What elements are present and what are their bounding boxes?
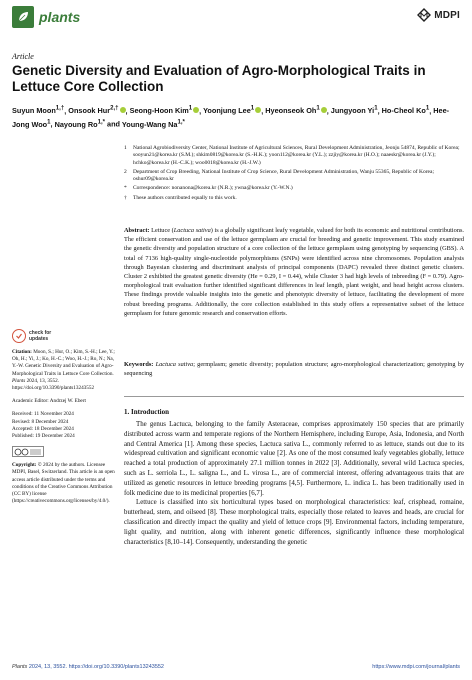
author[interactable]: Suyun Moon$^{1,\dagger}$ [12, 105, 65, 116]
orcid-icon[interactable] [120, 107, 126, 113]
abstract: Abstract: Lettuce (Lactuca sativa) is a globally significant leafy vegetable, valued for both its economic and nutritional contributions. The efficient conservation and use of the lettuce germplasm are crucial for breeding and genetic improvement. This study examined the genetic diversity and population structure of a core collection of the lettuce germplasm using genotyping by sequencing (GBS). A total of 7136 high-quality single-nucleotide polymorphisms (SNPs) were identified across nine chromosomes. Population analysis through Bayesian clustering and discriminant analysis of principal components (DAPC) revealed three distinct genetic clusters. Cluster 2 exhibited the greatest genetic diversity (He = 0.29, I = 0.44), while Cluster 3 had high levels of inbreeding (F = 0.79). Agro-morphological trait evaluation further identified significant differences in leaf length, plant weight, and head height across clusters. These findings provide valuable insights into the genetic and phenotypic diversity of lettuce, facilitating the development of more robust breeding programs. Additionally, the core collection established in this study offers a representative subset of the lettuce germplasm for future genomic research and conservation efforts. [124, 227, 465, 317]
orcid-icon[interactable] [321, 107, 327, 113]
citation-block: Citation: Moon, S.; Hur, O.; Kim, S.-H.; Lee, Y.; Oh, H.; Yi, J.; Ko, H.-C.; Woo, H.-J.; Ro, N.; Na, Y.-W. Genetic Diversity and Evaluation of Agro-Morphological Traits in Lettuce Core Collection. Plants 2024, 13, 3552. https://doi.org/10.3390/plants13243552 [12, 349, 115, 392]
author[interactable]: Hyeonseok Oh$^1$ [265, 106, 326, 115]
author[interactable]: Hee-Jong Woo$^1$ [12, 106, 450, 129]
author[interactable]: Seong-Hoon Kim$^1$ [130, 106, 200, 115]
author[interactable]: Onsook Hur$^{2,\dagger}$ [68, 106, 125, 115]
journal-website-link[interactable]: https://www.mdpi.com/journal/plants [372, 664, 460, 670]
publisher-logo[interactable] [417, 8, 460, 22]
affiliation: 2 Department of Crop Breeding, National Institute of Crop Science, Rural Development Administration, Wanju 55365, Republic of Korea; oshur09@korea.kr [124, 168, 434, 183]
journal-name: plants [39, 9, 81, 25]
orcid-icon[interactable] [255, 107, 261, 113]
introduction-body [124, 420, 464, 547]
equal-contribution-note: † These authors contributed equally to this work. [124, 194, 237, 201]
journal-logo[interactable] [12, 6, 80, 28]
keywords: Keywords: Lactuca sativa; germplasm; genetic diversity; population structure; agro-morphological characterization; genotyping by sequencing [124, 361, 464, 378]
page-header [0, 0, 472, 36]
orcid-icon[interactable] [193, 107, 199, 113]
keywords-label: Keywords: [124, 361, 154, 368]
revised-date: Revised: 8 December 2024 [12, 418, 69, 425]
editor-info: Academic Editor: Andrzej W. Ebert [12, 398, 86, 405]
footer-doi-link[interactable]: 2024, 13, 3552. https://doi.org/10.3390/plants13243552 [28, 664, 164, 670]
mdpi-icon [417, 8, 431, 22]
author[interactable]: Ho-Cheol Ko$^1$ [381, 105, 430, 116]
affiliation: 1 National Agrobiodiversity Center, National Institute of Agricultural Sciences, Rural Development Administration, Jeonju 54874, Republic of Korea; sooyun21@korea.kr (S.M.); shkim0819@korea.kr (S.-H.K.); yoon112@korea.kr (Y.L.); zzjiy@korea.kr (H.O.); naaeskr@korea.kr (J.Y.); hchko@korea.kr (H.-C.K.); woo0018@korea.kr (H.-J.W.) [124, 145, 460, 166]
paragraph: The genus Lactuca, belonging to the family Asteraceae, comprises approximately 150 species that are primarily distributed across warm and temperate regions of the Northern Hemisphere, including Europe, Asia, Indonesia, and North and Central America [1]. Among these species, Lactuca sativa L., commonly referred to as lettuce, stands out due to its widespread cultivation and significant economic value [2]. As one of the most consumed leafy vegetables globally, lettuce reached a total production of approximately 27.1 million tonnes in 2022 [3]. Additionally, several wild Lactuca species, such as L. serriola L., L. saligna L., and L. virosa L., are of commercial interest, offering advantageous traits that are utilized as genetic resources in lettuce breeding programs [4,5]. Furthermore, L. indica L. has been traditionally used in folk medicine due to its medicinal properties [6,7]. [124, 421, 464, 497]
correspondence: * Correspondence: nonanona@korea.kr (N.R.); ywna@korea.kr (Y.-W.N.) [124, 185, 293, 192]
refresh-icon [12, 329, 26, 343]
received-date: Received: 11 November 2024 [12, 411, 74, 418]
author[interactable]: Young-Wang $Na^{1,*}$ [121, 118, 185, 129]
section-divider [124, 396, 464, 397]
section-heading: 1. Introduction [124, 408, 169, 416]
affiliations [124, 145, 464, 204]
author[interactable]: Jungyoon Yi$^1$ [330, 105, 378, 116]
publisher-name: MDPI [434, 9, 460, 21]
check-for-updates-button[interactable]: check for updates [12, 329, 116, 343]
article-title: Genetic Diversity and Evaluation of Agro-Morphological Traits in Lettuce Core Collection [12, 63, 426, 94]
author[interactable]: Nayoung $Ro^{1,*}$ [54, 118, 106, 129]
abstract-label: Abstract: [124, 227, 150, 234]
footer-citation: Plants 2024, 13, 3552. https://doi.org/10.3390/plants13243552 [12, 664, 164, 670]
article-sidebar [12, 329, 116, 511]
author[interactable]: Yoonjung Lee$^1$ [203, 106, 261, 115]
published-date: Published: 19 December 2024 [12, 433, 75, 440]
accepted-date: Accepted: 18 December 2024 [12, 425, 74, 432]
paragraph: Lettuce is classified into six horticultural types based on morphological characteristics: leaf, crisphead, romaine, butterhead, stem, and oilseed [8]. These morphological traits, especially those related to leaves and heads, are crucial for classification and directly impact the quality and yield of lettuce crops [9]. Environmental factors, including temperature, light quality, and nutrition, along with inherent genetic differences, significantly influence these morphological characteristics [8,10–14]. Consequently, understanding the genetic [124, 499, 464, 546]
cc-license-badge[interactable] [12, 446, 44, 457]
article-type: Article [12, 52, 34, 61]
leaf-icon [12, 6, 34, 28]
author-list: Suyun Moon$^{1,\dagger}$, Onsook Hur$^{2,\dagger}$ , Seong-Hoon Kim$^1$ , Yoonjung Lee$^1$ , Hyeonseok Oh$^1$ , Jungyoon Yi$^1$, Ho-Cheol Ko$^1$, Hee-Jong Woo$^1$, Nayoung $Ro^{1,*}$ and Young-Wang $Na^{1,*}$ [12, 105, 450, 129]
citation-doi-link[interactable]: 2024, 13, 3552. https://doi.org/10.3390/plants13243552 [12, 377, 95, 392]
copyright-notice: Copyright: © 2024 by the authors. Licensee MDPI, Basel, Switzerland. This article is an open access article distributed under the terms and conditions of the Creative Commons Attribution (CC BY) license (https://creativecommons.org/licenses/by/4.0/). [12, 462, 115, 505]
